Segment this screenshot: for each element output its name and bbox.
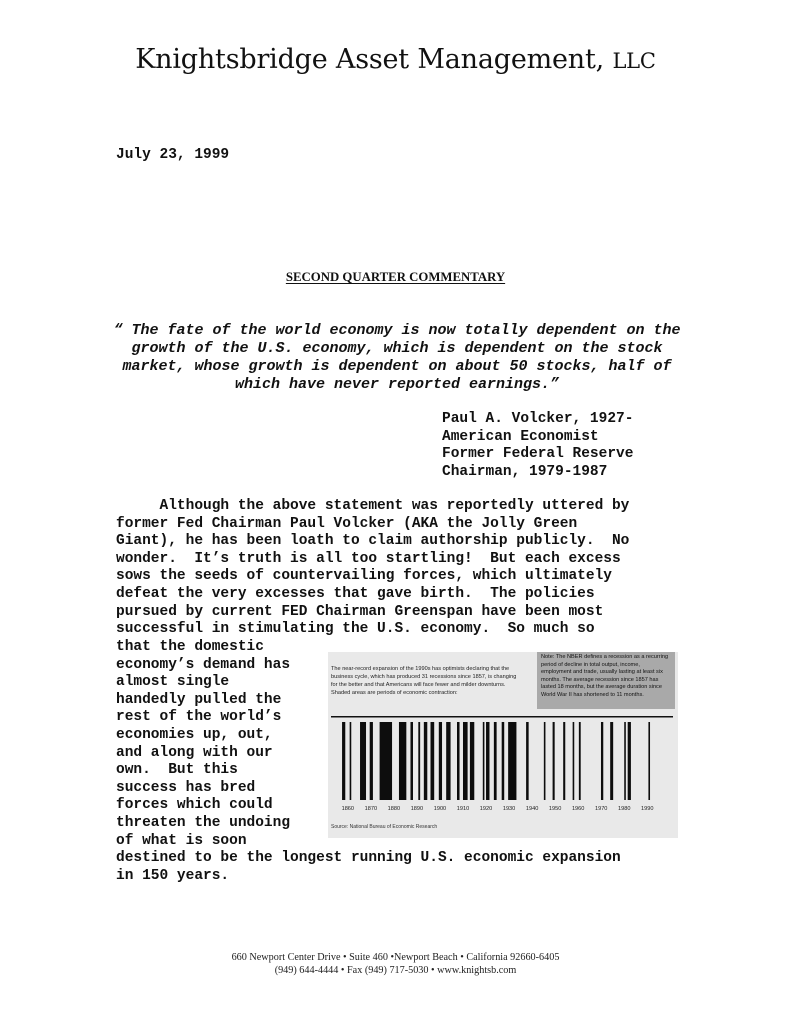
- recession-bar: [494, 722, 497, 800]
- chart-top-rule: [331, 716, 673, 718]
- body-line: threaten the undoing: [116, 814, 291, 831]
- year-tick-label: 1890: [410, 806, 424, 812]
- year-tick-label: 1920: [479, 806, 493, 812]
- chart-caption: The near-record expansion of the 1990s has optimists declaring that the business cycle, which has produced 31 recessions since 1857, is changing for the better and that Americans will face fewer and milder downturns. Shaded areas are periods of economic contraction:: [331, 666, 517, 697]
- company-suffix: LLC: [612, 49, 656, 73]
- recession-bar: [573, 722, 575, 800]
- recession-bar: [553, 722, 555, 800]
- wrapped-text-column: [116, 639, 326, 850]
- body-line: success has bred: [116, 779, 256, 796]
- year-tick-label: 1880: [387, 806, 401, 812]
- recession-bar: [508, 722, 516, 800]
- recession-bar: [399, 722, 406, 800]
- recession-timeline: [328, 652, 678, 838]
- recession-bar: [648, 722, 650, 800]
- recession-bar: [370, 722, 373, 800]
- body-line: economies up, out,: [116, 726, 273, 743]
- year-tick-label: 1980: [618, 806, 631, 812]
- body-line: successful in stimulating the U.S. economy. So much so: [116, 621, 595, 638]
- letter-date: July 23, 1999: [116, 147, 230, 163]
- recession-bar: [350, 722, 352, 800]
- section-heading: [0, 270, 791, 285]
- chart-note: Note: The NBER defines a recession as a recurring period of decline in total output, income, employment and trade, usually lasting at least six months. The average recession since 1857 has lasted 18 months, but the average duration since World War II has shortened to 11 months.: [537, 652, 675, 709]
- recession-bar: [470, 722, 474, 800]
- recession-bar: [610, 722, 613, 800]
- year-tick-label: 1990: [641, 806, 654, 812]
- body-line: economy’s demand has: [116, 656, 291, 673]
- body-line: own. But this: [116, 762, 238, 779]
- recession-bar: [463, 722, 468, 800]
- recession-bar: [526, 722, 529, 800]
- body-line: Giant), he has been loath to claim authorship publicly. No: [116, 533, 630, 550]
- body-line: pursued by current FED Chairman Greenspan have been most: [116, 603, 604, 620]
- body-line: in 150 years.: [116, 867, 230, 884]
- quote-attribution: [442, 411, 633, 481]
- body-line: Although the above statement was reportedly uttered by: [116, 498, 630, 514]
- recession-bar: [342, 722, 345, 800]
- year-tick-label: 1970: [594, 806, 608, 812]
- body-line: forces which could: [116, 797, 273, 814]
- recession-bar: [418, 722, 420, 800]
- year-tick-label: 1950: [548, 806, 562, 812]
- recession-bar: [601, 722, 603, 800]
- body-line: defeat the very excesses that gave birth. The policies: [116, 585, 595, 602]
- volcker-quote: “ The fate of the world economy is now totally dependent on the growth of the U.S. economy, which is dependent on the stock market, whose growth is dependent on about 50 stocks, half of which have never reported earnings.”: [113, 322, 681, 393]
- year-tick-label: 1900: [433, 806, 447, 812]
- recession-bar: [380, 722, 392, 800]
- recession-bar: [410, 722, 413, 800]
- closing-text: [116, 850, 696, 885]
- recession-bar: [360, 722, 366, 800]
- body-line: destined to be the longest running U.S. economic expansion: [116, 850, 621, 866]
- year-tick-label: 1870: [364, 806, 378, 812]
- year-tick-label: 1940: [525, 806, 539, 812]
- recession-bar: [628, 722, 631, 800]
- body-line: handedly pulled the: [116, 691, 282, 708]
- year-tick-label: 1860: [341, 806, 355, 812]
- footer-address: [0, 951, 791, 977]
- body-line: and along with our: [116, 744, 273, 761]
- recession-bar: [579, 722, 581, 800]
- body-line: wonder. It’s truth is all too startling! But each excess: [116, 550, 621, 567]
- body-paragraph: [116, 498, 676, 639]
- year-tick-label: 1910: [456, 806, 470, 812]
- recession-bar: [431, 722, 435, 800]
- body-line: sows the seeds of countervailing forces, which ultimately: [116, 568, 612, 585]
- recession-bar: [486, 722, 489, 800]
- recession-bar: [457, 722, 460, 800]
- recession-bar: [439, 722, 442, 800]
- body-line: that the domestic: [116, 639, 264, 655]
- recession-bar: [483, 722, 485, 800]
- recession-bar: [424, 722, 427, 800]
- recession-bar: [446, 722, 450, 800]
- section-heading-text: SECOND QUARTER COMMENTARY: [285, 270, 506, 284]
- attribution-line: Chairman, 1979-1987: [442, 463, 608, 480]
- attribution-line: Former Federal Reserve: [442, 446, 634, 462]
- attribution-line: American Economist: [442, 428, 599, 445]
- recession-bar: [544, 722, 546, 800]
- year-tick-label: 1960: [571, 806, 585, 812]
- body-line: rest of the world’s: [116, 709, 282, 726]
- footer-address-line: 660 Newport Center Drive • Suite 460 •Newport Beach • California 92660-6405: [231, 952, 560, 963]
- recession-bar: [502, 722, 505, 800]
- recession-chart: [328, 652, 678, 838]
- body-line: of what is soon: [116, 832, 247, 849]
- body-line: former Fed Chairman Paul Volcker (AKA the Jolly Green: [116, 515, 578, 532]
- recession-bar: [563, 722, 565, 800]
- recession-bar: [624, 722, 626, 800]
- company-name: Knightsbridge Asset Management,: [135, 44, 605, 75]
- attribution-line: Paul A. Volcker, 1927-: [442, 411, 634, 427]
- chart-source: Source: National Bureau of Economic Research: [331, 824, 438, 830]
- body-line: almost single: [116, 674, 230, 691]
- year-tick-label: 1930: [502, 806, 516, 812]
- footer-contact-line: (949) 644-4444 • Fax (949) 717-5030 • www.knightsb.com: [274, 965, 517, 976]
- letterhead: [0, 44, 791, 75]
